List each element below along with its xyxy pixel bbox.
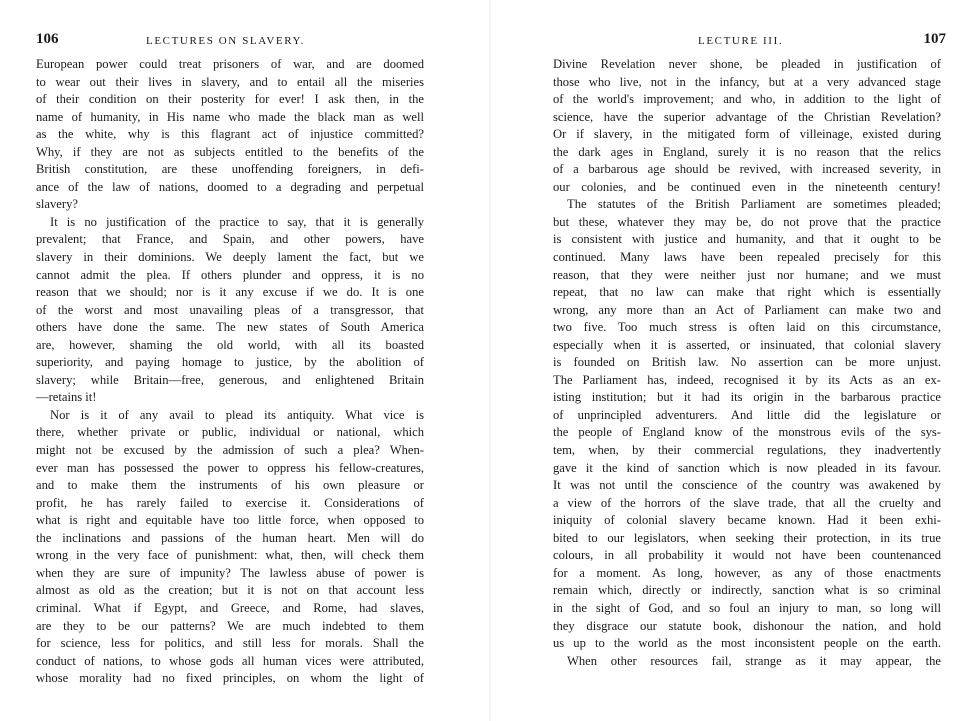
text-line: remain which, directly or indirectly, sanction what is so criminal xyxy=(553,583,941,598)
text-line: might not be excused by the admission of such a plea? When- xyxy=(36,443,424,458)
text-line: criminal. What if Egypt, and Greece, and Rome, had slaves, xyxy=(36,600,424,615)
text-line: reason that we should; nor is it any excuse if we do. It is one xyxy=(36,285,424,300)
text-line: of the worst and most unavailing pleas of a transgressor, that xyxy=(36,302,424,317)
text-line: colours, in all probability it would not have been countenanced xyxy=(553,548,941,563)
text-line: what is right and equitable have too little force, when opposed to xyxy=(36,513,424,528)
text-line: almost as old as the creation; but it is not on that account less xyxy=(36,583,424,598)
text-line: iniquity of colonial slavery became known. Had it been exhi- xyxy=(553,513,941,528)
text-line: are they to be our patterns? We are much indebted to them xyxy=(36,618,424,633)
text-line: European power could treat prisoners of war, and are doomed xyxy=(36,57,424,71)
text-line: It is no justification of the practice to say, that it is generally xyxy=(50,214,424,229)
text-line: of their condition on their posterity for ever! I ask then, in the xyxy=(36,92,424,107)
text-line: Why, if they are not as subjects entitled to the benefits of the xyxy=(36,144,424,159)
text-line: as the white, why is this flagrant act of injustice committed? xyxy=(36,127,424,142)
text-line: bited to our legislators, when seeking their protection, in its true xyxy=(553,530,941,545)
text-line: they disgrace our statute book, dishonour the nation, and hold xyxy=(553,618,941,633)
text-line: repeat, that no law can make that right which is essentially xyxy=(553,285,941,300)
text-line: for a moment. As long, however, as any of those enactments xyxy=(553,565,941,580)
text-line: is consistent with justice and humanity, and that it ought to be xyxy=(553,232,941,247)
text-line: us up to the world as the most inconsistent people on the earth. xyxy=(553,636,941,651)
text-line: It was not until the conscience of the country was awakened by xyxy=(553,478,941,493)
text-line: superiority, and paying homage to justice, by the abolition of xyxy=(36,355,424,370)
text-line: continued. Many laws have been repealed precisely for this xyxy=(553,250,941,265)
right-running-title: LECTURE III. xyxy=(698,35,784,47)
text-line: the dark ages in England, surely it is no reason that the relics xyxy=(553,144,941,159)
text-line: those who live, not in the infancy, but at a very advanced stage xyxy=(553,74,941,89)
left-page-text xyxy=(36,56,424,688)
text-line: is founded on British law. No assertion can be more unjust. xyxy=(553,355,941,370)
text-line: slavery in their dominions. We deeply lament the fact, but we xyxy=(36,250,424,265)
text-line: wrong in the very face of punishment: what, then, will check them xyxy=(36,548,424,563)
text-line: our colonies, and be continued even in the nineteenth century! xyxy=(553,179,941,194)
text-line: when they are sure of impunity? The lawless abuse of power is xyxy=(36,565,424,580)
left-running-title: LECTURES ON SLAVERY. xyxy=(146,35,306,47)
text-line: profit, he has rarely failed to exercise it. Considerations of xyxy=(36,495,424,510)
text-line: are, however, shaming the old world, with all its boasted xyxy=(36,337,424,352)
text-line: whose morality had no fixed principles, on whom the light of xyxy=(36,671,424,686)
text-line: conduct of nations, to whose gods all human vices were attributed, xyxy=(36,653,424,668)
text-line: cannot admit the plea. If others plunder and oppress, it is no xyxy=(36,267,424,282)
right-page-number: 107 xyxy=(923,31,946,47)
right-page-text xyxy=(553,56,941,670)
text-line: science, have the superior advantage of the Christian Revelation? xyxy=(553,109,941,124)
text-line: tem, when, by their commercial regulations, they inadvertently xyxy=(553,443,941,458)
text-line: gave it the kind of sanction which is now pleaded in its favour. xyxy=(553,460,941,475)
text-line: name of humanity, in His name who made the black man as well xyxy=(36,109,424,124)
text-line: reason, that they were neither just nor humane; and we must xyxy=(553,267,941,282)
text-line: When other resources fail, strange as it may appear, the xyxy=(567,653,941,668)
text-line: of a barbarous age should be revived, with increased severity, in xyxy=(553,162,941,177)
text-line: British constitution, are these unoffending foreigners, in defi- xyxy=(36,162,424,177)
text-line: in the sight of God, and so foul an injury to man, so long will xyxy=(553,600,941,615)
text-line: of the world's improvement; and who, in addition to the light of xyxy=(553,92,941,107)
text-line: the people of England know of the monstrous evils of the sys- xyxy=(553,425,941,440)
text-line: Divine Revelation never shone, be pleaded in justification of xyxy=(553,57,941,71)
left-page-number: 106 xyxy=(36,31,59,47)
text-line: isting institution; but it had its origin in the barbarous practice xyxy=(553,390,941,405)
text-line: to wear out their lives in slavery, and to entail all the miseries xyxy=(36,74,424,89)
text-line: others have done the same. The new states of South America xyxy=(36,320,424,335)
left-page xyxy=(36,31,424,688)
text-line: ance of the law of nations, doomed to a degrading and perpetual xyxy=(36,179,424,194)
text-line: two five. Too much stress is often laid on this circumstance, xyxy=(553,320,941,335)
text-line: wrong, any more than an Act of Parliament can make two and xyxy=(553,302,941,317)
text-line: Or if slavery, in the mitigated form of villeinage, existed during xyxy=(553,127,941,142)
text-line: —retains it! xyxy=(36,390,97,405)
text-line: ever man has possessed the power to oppress his fellow-creatures, xyxy=(36,460,424,475)
text-line: of unprincipled adventurers. And little did the legislature or xyxy=(553,407,941,422)
text-line: The Parliament has, indeed, recognised it by its Acts as an ex- xyxy=(553,372,941,387)
text-line: especially when it is asserted, or insinuated, that colonial slavery xyxy=(553,337,941,352)
text-line: a view of the horrors of the slave trade, that all the cruelty and xyxy=(553,495,941,510)
text-line: the inclinations and passions of the human heart. Men will do xyxy=(36,530,424,545)
text-line: for science, less for politics, and still less for morals. Shall the xyxy=(36,636,424,651)
text-line: and to make them the instruments of his own pleasure or xyxy=(36,478,424,493)
text-line: there, whether private or public, individual or national, which xyxy=(36,425,424,440)
text-line: slavery; while Britain—free, generous, and enlightened Britain xyxy=(36,372,424,387)
text-line: slavery? xyxy=(36,197,78,212)
right-running-head xyxy=(553,31,946,56)
left-running-head xyxy=(36,31,424,56)
text-line: but these, whatever they may be, do not prove that the practice xyxy=(553,214,941,229)
text-line: prevalent; that France, and Spain, and other powers, have xyxy=(36,232,424,247)
book-gutter xyxy=(489,0,491,721)
text-line: The statutes of the British Parliament are sometimes pleaded; xyxy=(567,197,941,212)
right-page xyxy=(553,31,946,670)
text-line: Nor is it of any avail to plead its antiquity. What vice is xyxy=(50,407,424,422)
